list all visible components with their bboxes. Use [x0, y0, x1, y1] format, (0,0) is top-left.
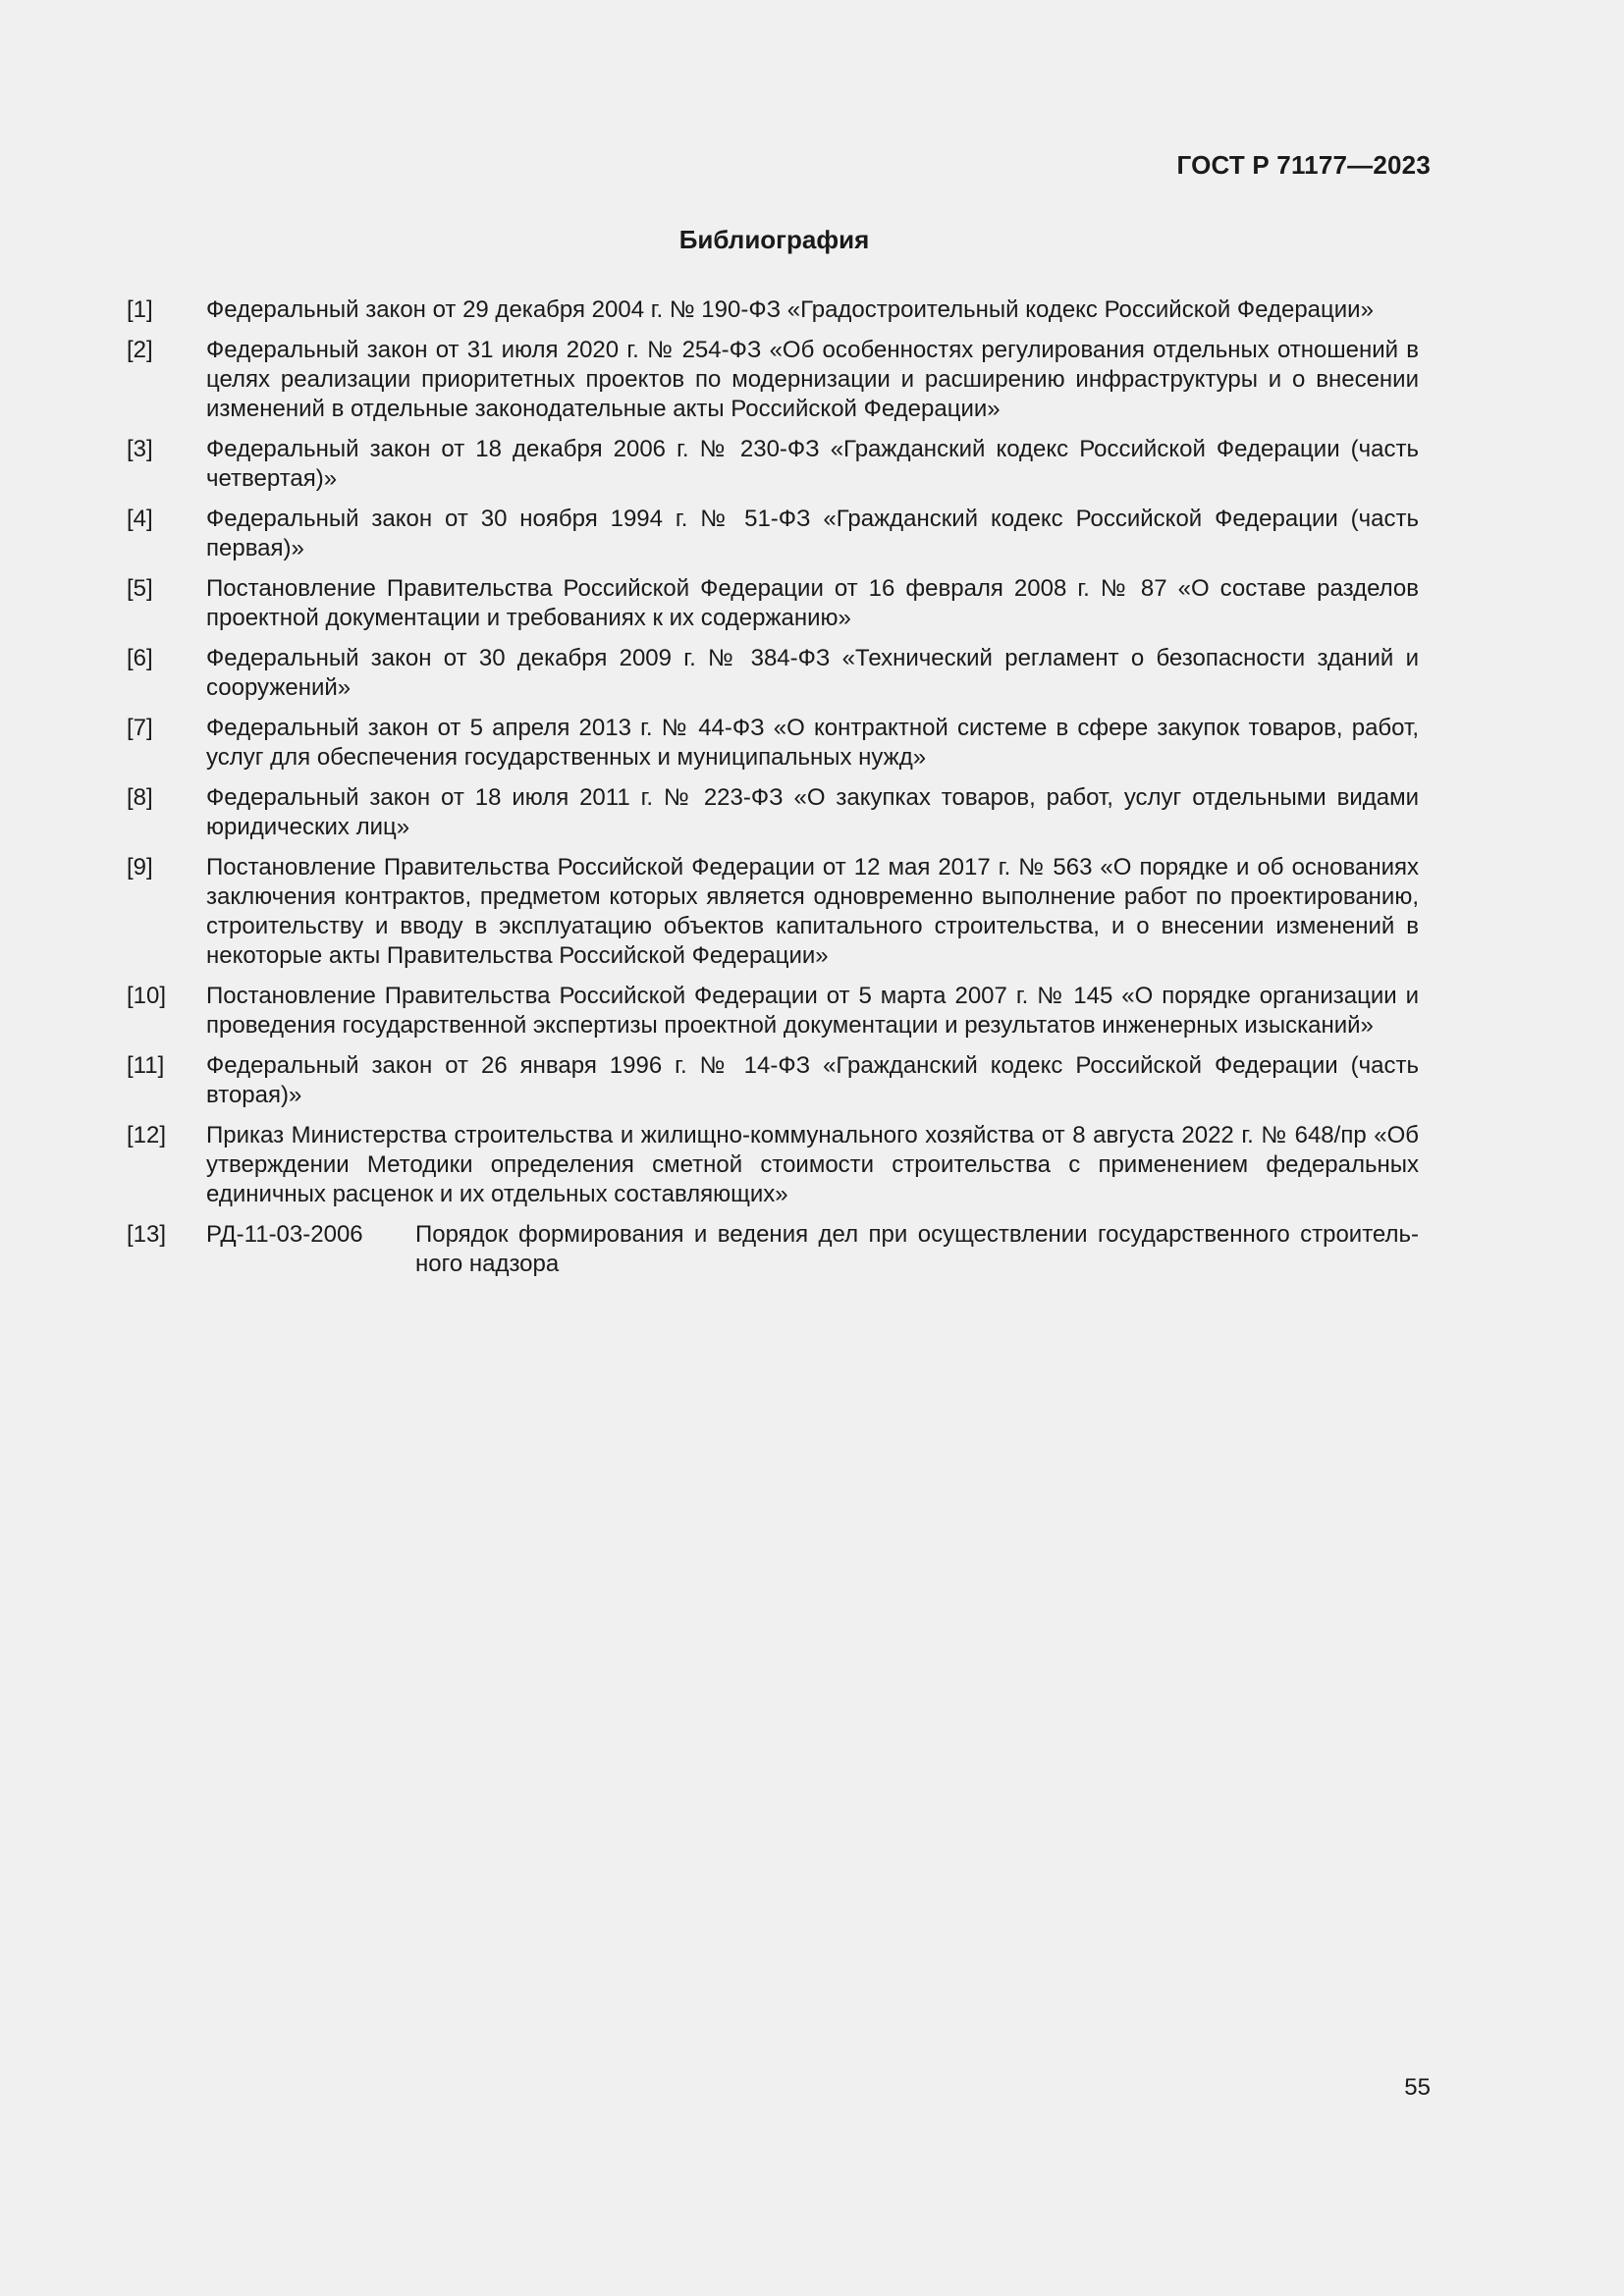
bibliography-item: [127, 295, 1419, 325]
bibliography-item-text: Федеральный закон от 30 декабря 2009 г. № 384-ФЗ «Технический регламент о безопасности зданий и сооружений»: [206, 645, 1419, 701]
bibliography-item-number: [5]: [127, 575, 153, 602]
bibliography-item-body: [206, 1220, 1419, 1279]
bibliography-item: [127, 714, 1419, 773]
bibliography-item: [127, 1051, 1419, 1110]
bibliography-item-number: [9]: [127, 854, 153, 881]
bibliography-item: [127, 574, 1419, 633]
bibliography-item: [127, 505, 1419, 563]
bibliography-item: [127, 982, 1419, 1041]
bibliography-item-number: [2]: [127, 337, 153, 363]
bibliography-item-number: [13]: [127, 1221, 167, 1248]
bibliography-item-text: Федеральный закон от 5 апреля 2013 г. № 44-ФЗ «О контрактной системе в сфере закупок товаров, работ, услуг для обеспечения государственных и муниципальных нужд»: [206, 715, 1419, 771]
bibliography-item-text: Федеральный закон от 26 января 1996 г. № 14-ФЗ «Гражданский кодекс Российской Федерации (часть вторая)»: [206, 1052, 1419, 1108]
bibliography-item-number: [7]: [127, 715, 153, 741]
bibliography-item: [127, 644, 1419, 703]
bibliography-item-number: [4]: [127, 506, 153, 532]
bibliography-item-number: [10]: [127, 983, 167, 1009]
bibliography-item-text: Постановление Правительства Российской Федерации от 5 марта 2007 г. № 145 «О порядке организации и проведения государственной экспертизы проектной документации и результатов инженерных изысканий»: [206, 983, 1419, 1039]
bibliography-item-number: [11]: [127, 1052, 165, 1079]
bibliography-item-text: Приказ Министерства строительства и жилищно-коммунального хозяйства от 8 августа 2022 г. № 648/пр «Об утверждении Методики определения сметной стоимости строительства с применением федеральных единичных расценок и их отдельных составляющих»: [206, 1122, 1419, 1207]
bibliography-item-number: [6]: [127, 645, 153, 671]
bibliography-item-text: Порядок формирования и ведения дел при осуществлении государственного строительного надзора: [415, 1221, 1419, 1277]
bibliography-item-text: Федеральный закон от 18 декабря 2006 г. № 230-ФЗ «Гражданский кодекс Российской Федерации (часть четвертая)»: [206, 436, 1419, 492]
bibliography-item: [127, 783, 1419, 842]
document-code: ГОСТ Р 71177—2023: [1176, 150, 1431, 180]
bibliography-item: [127, 1121, 1419, 1209]
bibliography-list: [127, 295, 1419, 1290]
bibliography-item-text: Постановление Правительства Российской Федерации от 12 мая 2017 г. № 563 «О порядке и об основаниях заключения контрактов, предметом которых является одновременно выполнение работ по проектированию, строительству и вводу в эксплуатацию объектов капитального строительства, и о внесении изменений в некоторые акты Правительства Российской Федерации»: [206, 854, 1419, 969]
bibliography-item-number: [8]: [127, 784, 153, 811]
bibliography-item-number: [3]: [127, 436, 153, 462]
bibliography-item-text: Федеральный закон от 18 июля 2011 г. № 223-ФЗ «О закупках товаров, работ, услуг отдельными видами юридических лиц»: [206, 784, 1419, 840]
bibliography-item-number: [1]: [127, 296, 153, 323]
bibliography-item-code: РД-11-03-2006: [206, 1221, 363, 1248]
bibliography-item-text: Постановление Правительства Российской Федерации от 16 февраля 2008 г. № 87 «О составе разделов проектной документации и требованиях к их содержанию»: [206, 575, 1419, 631]
bibliography-item-text: Федеральный закон от 29 декабря 2004 г. № 190-ФЗ «Градостроительный кодекс Российской Федерации»: [206, 296, 1374, 323]
bibliography-item: [127, 1220, 1419, 1279]
bibliography-item-text: Федеральный закон от 30 ноября 1994 г. № 51-ФЗ «Гражданский кодекс Российской Федерации (часть первая)»: [206, 506, 1419, 561]
bibliography-item: [127, 336, 1419, 424]
bibliography-item-number: [12]: [127, 1122, 167, 1148]
bibliography-item-text: Федеральный закон от 31 июля 2020 г. № 254-ФЗ «Об особенностях регулирования отдельных отношений в целях реализации приоритетных проектов по модернизации и расширению инфраструктуры и о внесении изменений в отдельные законодательные акты Российской Федерации»: [206, 337, 1419, 422]
bibliography-item: [127, 435, 1419, 494]
bibliography-item: [127, 853, 1419, 971]
page-number: 55: [1404, 2074, 1431, 2101]
page-title: Библиография: [678, 225, 870, 254]
